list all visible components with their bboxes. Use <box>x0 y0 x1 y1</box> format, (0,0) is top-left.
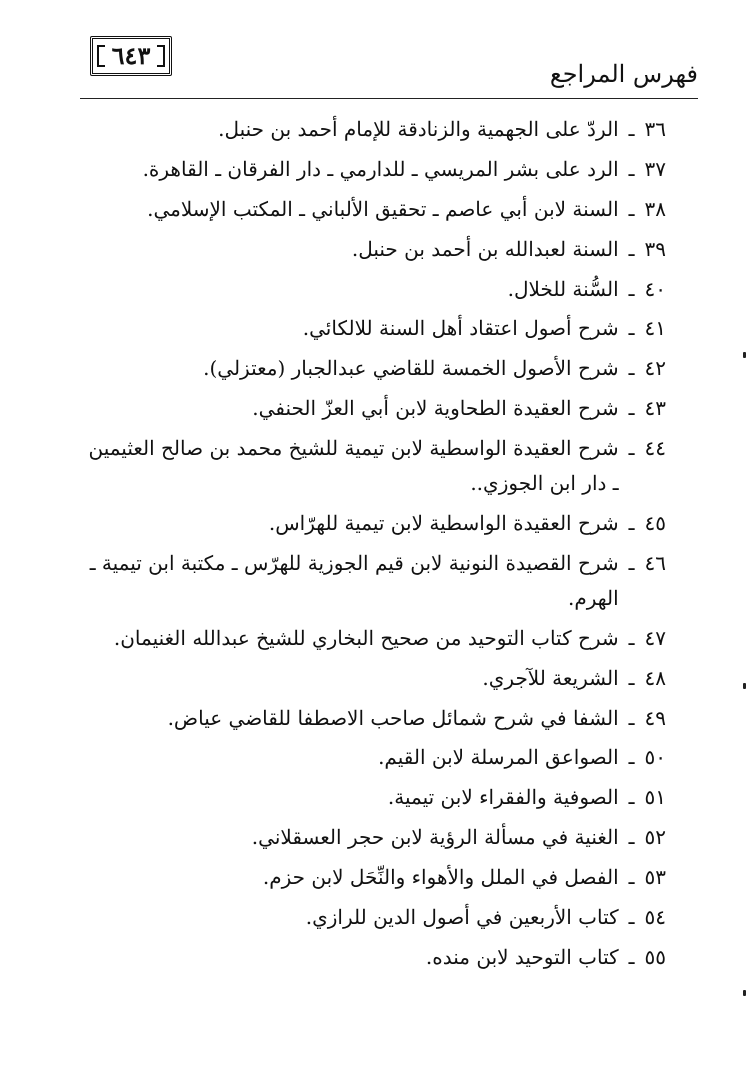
entry-text: الردّ على الجهمية والزنادقة للإمام أحمد بن حنبل. <box>218 117 619 141</box>
entry-number: ٤٢ <box>644 356 666 381</box>
entry-separator: ـ <box>628 196 635 221</box>
entry-separator: ـ <box>628 905 635 930</box>
reference-entry <box>86 431 666 501</box>
entry-text: شرح كتاب التوحيد من صحيح البخاري للشيخ عبدالله الغنيمان. <box>113 625 619 650</box>
entry-separator: ـ <box>628 236 635 261</box>
entry-text: الشريعة للآجري. <box>482 665 619 690</box>
entry-separator: ـ <box>628 117 635 141</box>
entry-number: ٤٨ <box>644 665 666 690</box>
reference-entry <box>86 900 666 935</box>
reference-entry <box>86 621 666 656</box>
entry-separator: ـ <box>628 625 635 650</box>
page-number-frame <box>90 36 172 76</box>
entry-text: السنة لابن أبي عاصم ـ تحقيق الألباني ـ المكتب الإسلامي. <box>147 196 619 221</box>
entry-separator: ـ <box>628 550 635 575</box>
entry-number: ٥٢ <box>644 825 666 850</box>
entry-number: ٣٩ <box>644 236 666 261</box>
entry-number: ٤٤ <box>644 436 666 461</box>
entry-separator: ـ <box>628 865 635 890</box>
entry-number: ٥٤ <box>644 905 666 930</box>
entry-text: شرح أصول اعتقاد أهل السنة للالكائي. <box>302 316 619 341</box>
entry-separator: ـ <box>628 316 635 341</box>
entry-text: الصوفية والفقراء لابن تيمية. <box>387 785 619 810</box>
reference-entry <box>86 232 666 267</box>
entry-number: ٥٥ <box>644 944 666 969</box>
entry-separator: ـ <box>628 705 635 730</box>
reference-entry <box>86 192 666 227</box>
entry-number: ٤٧ <box>644 625 666 650</box>
entry-text: الشفا في شرح شمائل صاحب الاصطفا للقاضي عياض. <box>167 705 619 730</box>
reference-entry <box>86 740 666 775</box>
entry-separator: ـ <box>628 785 635 810</box>
page-number: ٦٤٣ <box>111 41 151 70</box>
entry-number: ٥١ <box>644 785 666 810</box>
entry-separator: ـ <box>628 436 635 461</box>
reference-entry <box>86 311 666 346</box>
entry-separator: ـ <box>628 396 635 421</box>
header-title: فهرس المراجع <box>549 60 698 88</box>
entry-text: شرح القصيدة النونية لابن قيم الجوزية للهرّس ـ مكتبة ابن تيمية ـ الهرم. <box>89 550 619 610</box>
entry-separator: ـ <box>628 944 635 969</box>
reference-entry <box>86 780 666 815</box>
entry-number: ٥٠ <box>644 745 666 770</box>
reference-entry <box>86 351 666 386</box>
references-list <box>86 112 666 980</box>
entry-number: ٤١ <box>644 316 666 341</box>
header-rule <box>80 98 698 99</box>
entry-text: شرح العقيدة الواسطية لابن تيمية للشيخ محمد بن صالح العثيمين ـ دار ابن الجوزي.. <box>88 436 619 496</box>
reference-entry <box>86 152 666 187</box>
reference-entry <box>86 112 666 147</box>
entry-text: الغنية في مسألة الرؤية لابن حجر العسقلاني. <box>251 825 619 850</box>
entry-separator: ـ <box>628 745 635 770</box>
entry-separator: ـ <box>628 665 635 690</box>
reference-entry <box>86 820 666 855</box>
entry-separator: ـ <box>628 825 635 850</box>
reference-entry <box>86 701 666 736</box>
entry-separator: ـ <box>628 356 635 381</box>
reference-entry <box>86 391 666 426</box>
entry-separator: ـ <box>628 276 635 301</box>
reference-entry <box>86 272 666 307</box>
reference-entry <box>86 546 666 616</box>
entry-separator: ـ <box>628 156 635 181</box>
entry-number: ٤٩ <box>644 705 666 730</box>
entry-text: الرد على بشر المريسي ـ للدارمي ـ دار الفرقان ـ القاهرة. <box>142 156 619 181</box>
entry-number: ٣٧ <box>644 156 666 181</box>
reference-entry <box>86 506 666 541</box>
entry-number: ٥٣ <box>644 865 666 890</box>
entry-text: كتاب التوحيد لابن منده. <box>425 944 619 969</box>
entry-text: شرح العقيدة الواسطية لابن تيمية للهرّاس. <box>268 511 619 536</box>
reference-entry <box>86 661 666 696</box>
entry-text: السنة لعبدالله بن أحمد بن حنبل. <box>351 236 619 261</box>
entry-text: كتاب الأربعين في أصول الدين للرازي. <box>305 905 619 930</box>
entry-separator: ـ <box>628 511 635 536</box>
entry-text: السُّنة للخلال. <box>507 276 619 301</box>
page-header <box>80 30 698 100</box>
reference-entry <box>86 860 666 895</box>
reference-entry <box>86 940 666 975</box>
entry-text: الفصل في الملل والأهواء والنِّحَل لابن حزم. <box>262 865 619 890</box>
entry-text: شرح الأصول الخمسة للقاضي عبدالجبار (معتزلي). <box>203 356 619 381</box>
margin-mark <box>743 990 746 996</box>
margin-mark <box>743 683 746 689</box>
entry-number: ٣٦ <box>644 117 666 141</box>
entry-number: ٣٨ <box>644 196 666 221</box>
entry-text: الصواعق المرسلة لابن القيم. <box>378 745 619 770</box>
entry-number: ٤٠ <box>644 276 666 301</box>
entry-number: ٤٣ <box>644 396 666 421</box>
entry-number: ٤٦ <box>644 550 666 575</box>
entry-text: شرح العقيدة الطحاوية لابن أبي العزّ الحنفي. <box>252 396 619 421</box>
entry-number: ٤٥ <box>644 511 666 536</box>
margin-mark <box>743 352 746 358</box>
